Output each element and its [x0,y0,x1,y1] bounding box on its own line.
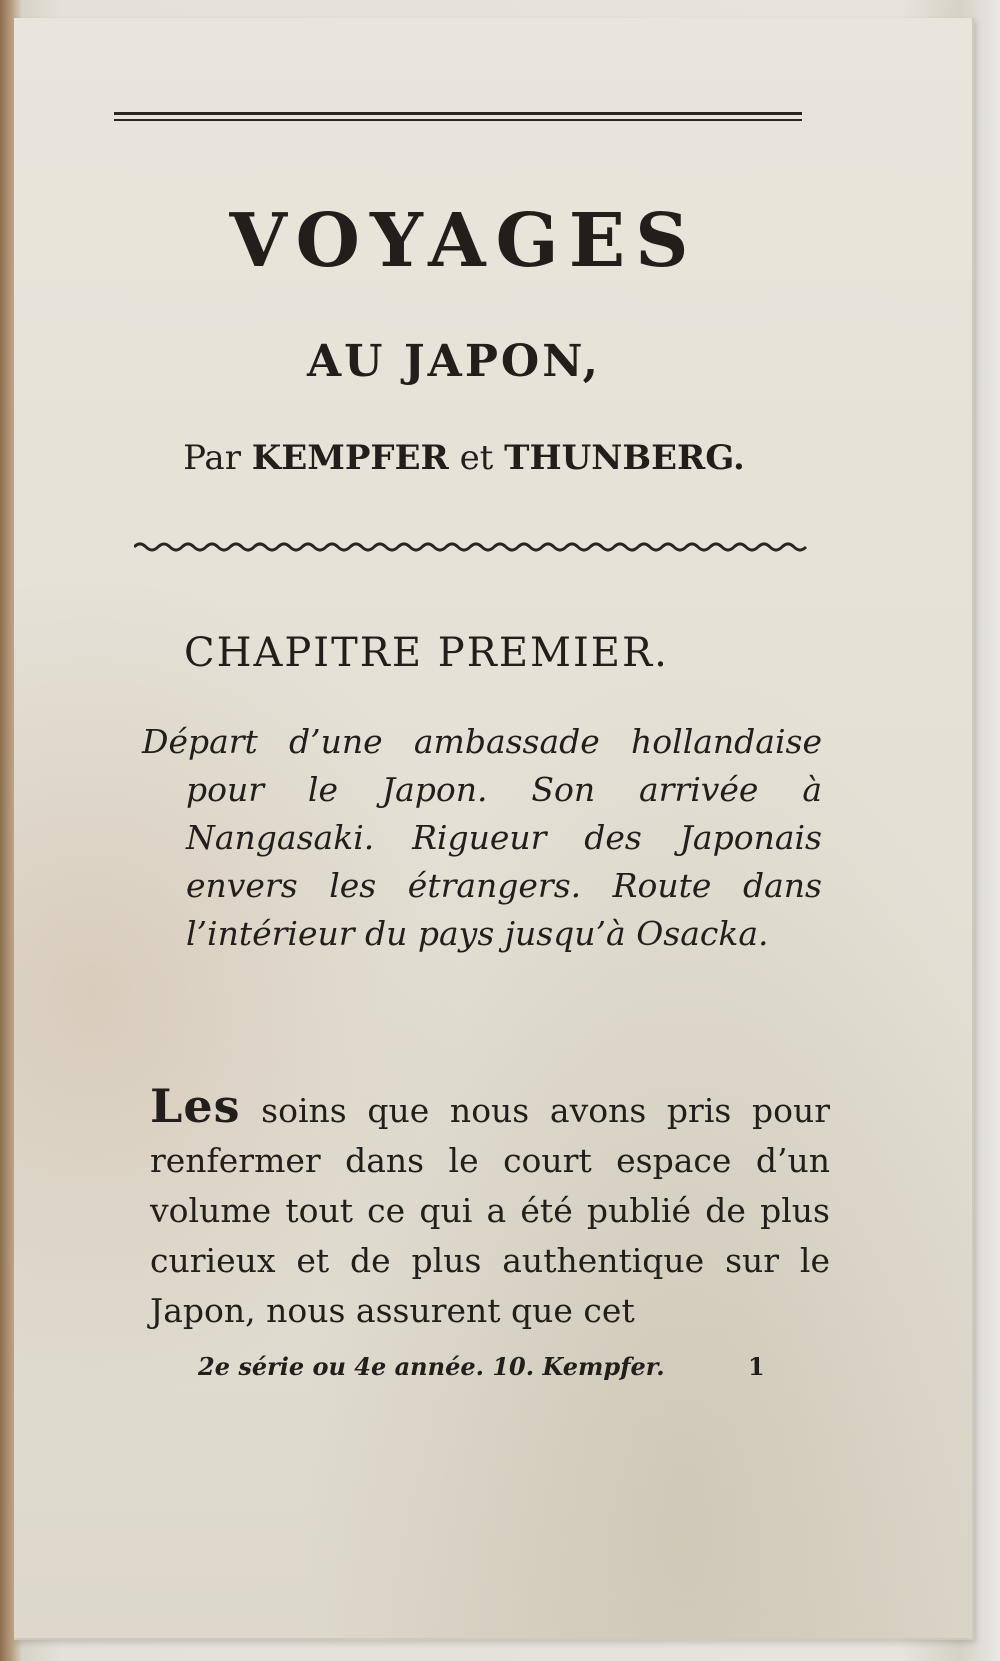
byline-author-2: THUNBERG. [504,438,745,478]
body-dropcap: Les [150,1079,241,1133]
chapter-summary-text: Départ d’une ambassade hollandaise pour le Japon. Son arrivée à Nangasaki. Rigueur des Japonais envers les étrangers. Route dans l’intérieur du pays jusqu’à Osacka. [142,722,822,953]
chapter-summary [142,718,822,958]
top-double-rule [114,110,802,124]
byline [14,438,914,478]
body-paragraph-text: soins que nous avons pris pour renfermer dans le court espace d’un volume tout ce qui a été publié de plus curieux et de plus authentique sur le Japon, nous assurent que cet [150,1091,830,1330]
byline-prefix: Par [183,438,241,478]
byline-joiner: et [459,438,494,478]
byline-author-1: KEMPFER [251,438,449,478]
body-paragraph [150,1081,830,1336]
footer-signature: 2e série ou 4e année. 10. Kempfer. [198,1352,665,1381]
title-main: VOYAGES [229,198,699,284]
wavy-rule [134,540,810,554]
book-page [14,18,974,1640]
title-sub: AU JAPON, [307,336,601,387]
footer-signature-number: 1 [748,1352,765,1381]
chapter-heading: CHAPITRE PREMIER. [184,630,669,676]
page-footer [198,1352,798,1381]
